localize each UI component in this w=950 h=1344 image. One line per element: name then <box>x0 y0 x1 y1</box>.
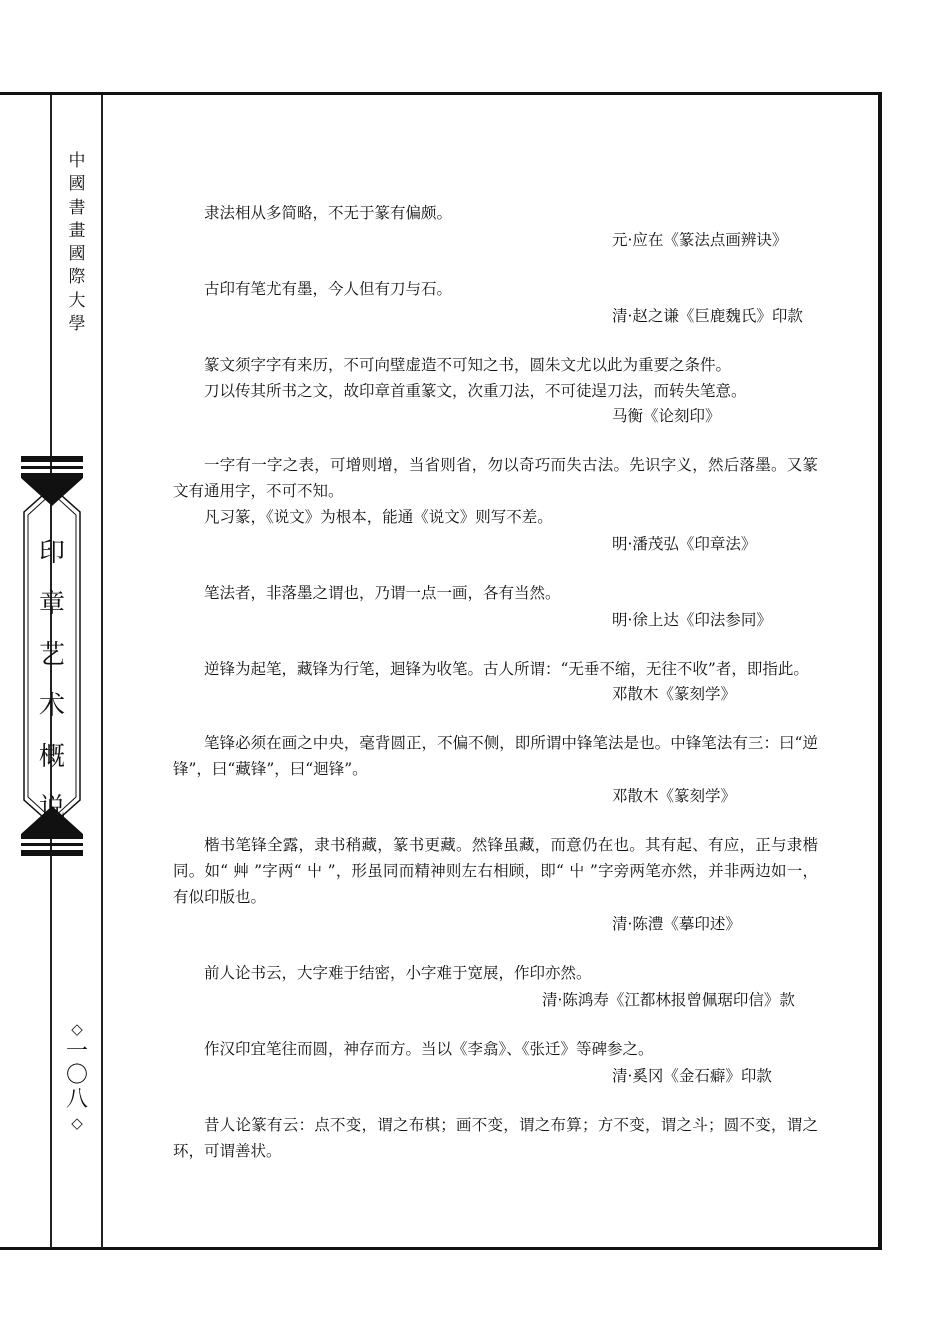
quote-text: 凡习篆，《说文》为根本，能通《说文》则写不差。 <box>204 508 553 526</box>
quote-entry <box>173 1112 818 1164</box>
quote-source: 明·潘茂弘《印章法》 <box>612 535 757 553</box>
quote-text: 前人论书云，大字难于结密，小字难于宽展，作印亦然。 <box>204 964 592 982</box>
institution-char: 中 <box>68 151 86 171</box>
quote-source: 清·陈鸿寿《江都林报曾佩琚印信》款 <box>542 991 795 1009</box>
book-title-char: 说 <box>38 793 65 823</box>
quote-entry <box>173 960 818 1014</box>
quote-text: 笔法者，非落墨之谓也，乃谓一点一画，各有当然。 <box>204 584 561 602</box>
quote-entry <box>173 730 818 810</box>
quote-entry <box>173 276 818 330</box>
institution-char: 國 <box>68 244 86 265</box>
book-title-char: 章 <box>38 589 65 619</box>
quote-entry <box>173 200 818 254</box>
quote-text: 刀以传其所书之文，故印章首重篆文，次重刀法，不可徒逞刀法，而转失笔意。 <box>204 382 747 400</box>
quote-text: 笔锋必须在画之中央，毫背圆正，不偏不侧，即所谓中锋笔法是也。中锋笔法有三：曰“逆锋”，曰“藏锋”，曰“迴锋”。 <box>173 734 818 778</box>
margin-rule <box>101 95 103 1248</box>
institution-char: 大 <box>68 290 86 311</box>
quote-source: 清·奚冈《金石癖》印款 <box>612 1067 772 1085</box>
quote-text: 昔人论篆有云：点不变，谓之布棋；画不变，谓之布算；方不变，谓之斗；圆不变，谓之环，可谓善状。 <box>173 1116 818 1160</box>
quote-source: 元·应在《篆法点画辨诀》 <box>612 231 788 249</box>
quote-entry <box>173 832 818 938</box>
book-title-char: 术 <box>38 691 65 721</box>
institution-name <box>62 150 92 336</box>
quote-source: 清·赵之谦《巨鹿魏氏》印款 <box>612 307 803 325</box>
quote-text: 隶法相从多简略，不无于篆有偏颇。 <box>204 204 453 222</box>
book-title <box>21 528 83 834</box>
book-title-char: 艺 <box>38 640 65 670</box>
quote-text: 一字有一字之表，可增则增，当省则省，勿以奇巧而失古法。先识字义，然后落墨。又篆文有通用字，不可不知。 <box>173 456 818 500</box>
institution-char: 書 <box>68 197 86 218</box>
diamond-icon: ◇ <box>71 1020 83 1038</box>
quote-source: 清·陈澧《摹印述》 <box>612 915 741 933</box>
quotation-list <box>173 200 818 1186</box>
quote-source: 邓散木《篆刻学》 <box>612 787 737 805</box>
quote-entry <box>173 656 818 708</box>
quote-text: 古印有笔尤有墨，今人但有刀与石。 <box>204 280 453 298</box>
quote-text: 篆文须字字有来历，不可向壁虚造不可知之书，圆朱文尤以此为重要之条件。 <box>204 356 732 374</box>
quote-text: 楷书笔锋全露，隶书稍藏，篆书更藏。然锋虽藏，而意仍在也。其有起、有应，正与隶楷同。如“ 艸 ”字两“ 屮 ”，形虽同而精神则左右相顾，即“ 屮 ”字旁两笔亦然，并非两边如一，有似印版也。 <box>173 836 818 906</box>
quote-source: 明·徐上达《印法参同》 <box>612 611 772 629</box>
institution-char: 際 <box>68 267 86 288</box>
book-title-char: 概 <box>38 742 65 772</box>
page-number-char: 八 <box>65 1087 88 1112</box>
quote-text: 作汉印宜笔往而圆，神存而方。当以《李翕》、《张迁》等碑参之。 <box>204 1040 654 1058</box>
institution-char: 國 <box>68 174 86 195</box>
page-number <box>60 1018 94 1134</box>
institution-char: 學 <box>68 314 86 335</box>
quote-text: 逆锋为起笔，藏锋为行笔，迴锋为收笔。古人所谓：“无垂不缩，无往不收”者，即指此。 <box>204 660 809 678</box>
page-number-char: 一 <box>65 1039 88 1064</box>
page-number-char: 〇 <box>65 1063 88 1088</box>
quote-source: 邓散木《篆刻学》 <box>612 685 737 703</box>
diamond-icon: ◇ <box>71 1114 83 1132</box>
quote-source: 马衡《论刻印》 <box>612 407 721 425</box>
quote-entry <box>173 1036 818 1090</box>
quote-entry <box>173 452 818 558</box>
book-title-char: 印 <box>38 538 65 568</box>
quote-entry <box>173 580 818 634</box>
book-title-cartouche <box>21 456 83 856</box>
quote-entry <box>173 352 818 430</box>
institution-char: 畫 <box>68 220 86 241</box>
